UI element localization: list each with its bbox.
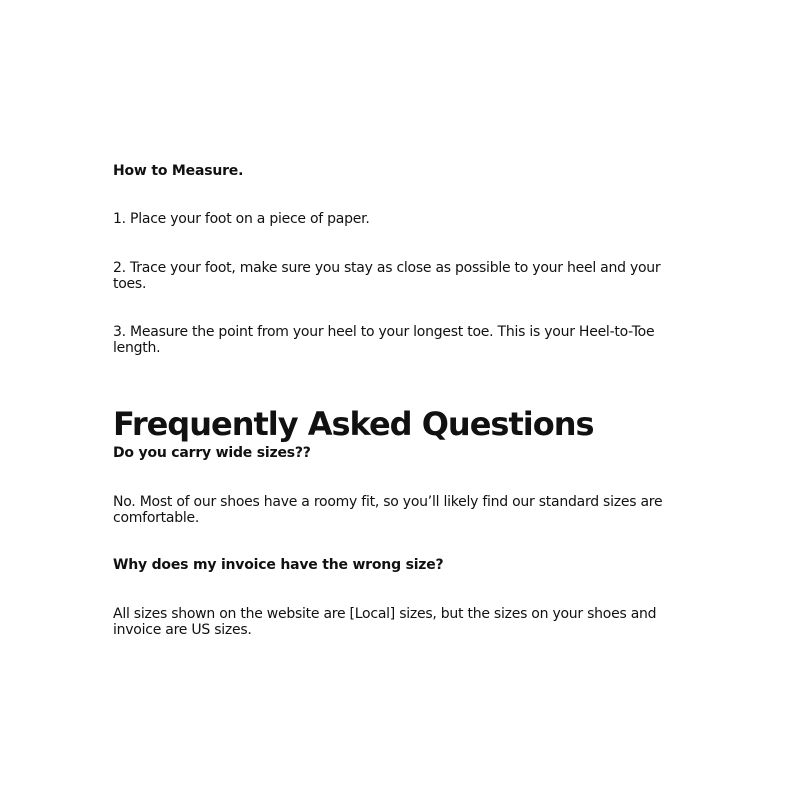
faq-question-wide-sizes: Do you carry wide sizes?? xyxy=(113,445,311,461)
measure-step-1: 1. Place your foot on a piece of paper. xyxy=(113,211,370,227)
how-to-measure-title: How to Measure. xyxy=(113,163,244,179)
faq-answer-wide-sizes: No. Most of our shoes have a roomy fit, so you’ll likely find our standard sizes are comfortable. xyxy=(113,494,663,526)
measure-step-2: 2. Trace your foot, make sure you stay as close as possible to your heel and your toes. xyxy=(113,260,661,292)
faq-question-invoice-size: Why does my invoice have the wrong size? xyxy=(113,557,444,573)
faq-answer-invoice-size: All sizes shown on the website are [Local] sizes, but the sizes on your shoes and invoice are US sizes. xyxy=(113,606,657,638)
faq-heading: Frequently Asked Questions xyxy=(113,405,594,444)
measure-step-3: 3. Measure the point from your heel to your longest toe. This is your Heel-to-Toe length. xyxy=(113,324,655,356)
